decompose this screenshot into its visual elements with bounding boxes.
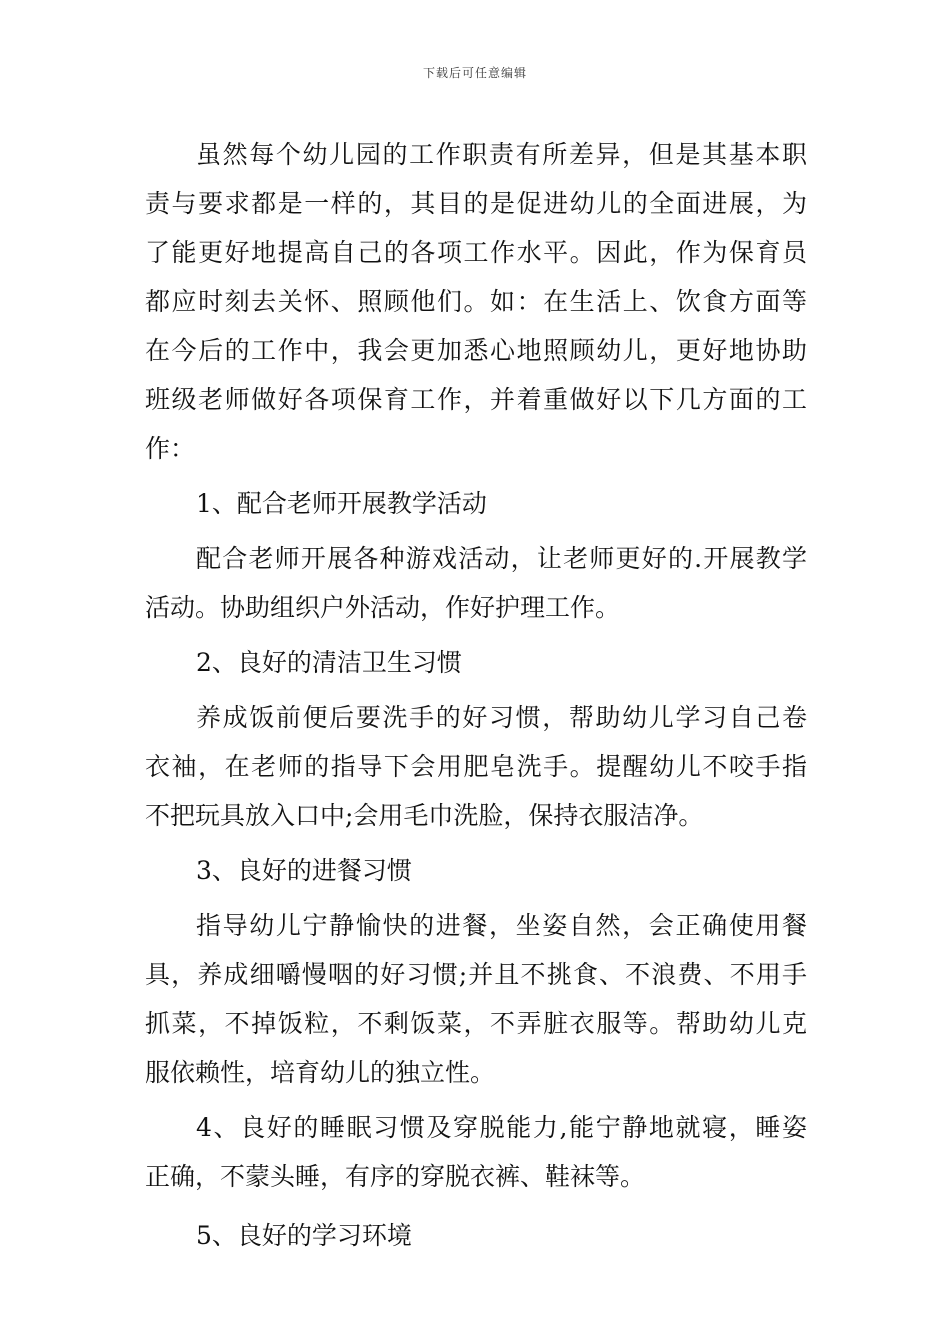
text-line: 在今后的工作中，我会更加悉心地照顾幼儿，更好地协助 — [145, 336, 807, 365]
text-line: 班级老师做好各项保育工作，并着重做好以下几方面的工 — [145, 385, 807, 414]
paragraph-intro — [145, 130, 807, 473]
text-line: 活动。协助组织户外活动，作好护理工作。 — [145, 593, 621, 622]
text-line: 不把玩具放入口中;会用毛巾洗脸，保持衣服洁净。 — [145, 801, 704, 830]
paragraph-dining — [145, 901, 807, 1097]
text-line: 具，养成细嚼慢咽的好习惯;并且不挑食、不浪费、不用手 — [145, 960, 807, 989]
text-line: 都应时刻去关怀、照顾他们。如：在生活上、饮食方面等 — [145, 287, 807, 316]
section-heading-2: 2、良好的清洁卫生习惯 — [196, 648, 462, 677]
text-line: 服依赖性，培育幼儿的独立性。 — [145, 1058, 496, 1087]
section-heading-1: 1、配合老师开展教学活动 — [196, 489, 487, 518]
section-heading-3: 3、良好的进餐习惯 — [196, 856, 412, 885]
text-line: 虽然每个幼儿园的工作职责有所差异，但是其基本职 — [196, 140, 807, 169]
text-line: 衣袖，在老师的指导下会用肥皂洗手。提醒幼儿不咬手指 — [145, 752, 807, 781]
paragraph-teaching — [145, 534, 807, 632]
document-body — [145, 130, 807, 1260]
text-line: 正确，不蒙头睡，有序的穿脱衣裤、鞋袜等。 — [145, 1162, 646, 1191]
paragraph-sleep — [145, 1103, 807, 1201]
text-line: 养成饭前便后要洗手的好习惯，帮助幼儿学习自己卷 — [196, 703, 807, 732]
text-line: 指导幼儿宁静愉快的进餐，坐姿自然，会正确使用餐 — [196, 911, 807, 940]
text-line: 4、良好的睡眠习惯及穿脱能力,能宁静地就寝，睡姿 — [196, 1113, 807, 1142]
text-line: 责与要求都是一样的，其目的是促进幼儿的全面进展，为 — [145, 189, 807, 218]
text-line: 配合老师开展各种游戏活动，让老师更好的.开展教学 — [196, 544, 807, 573]
page-header-note: 下载后可任意编辑 — [422, 66, 527, 80]
text-line: 了能更好地提高自己的各项工作水平。因此，作为保育员 — [145, 238, 807, 267]
text-line: 作： — [145, 434, 196, 463]
section-heading-5: 5、良好的学习环境 — [196, 1221, 412, 1250]
paragraph-hygiene — [145, 693, 807, 840]
text-line: 抓菜，不掉饭粒，不剩饭菜，不弄脏衣服等。帮助幼儿克 — [145, 1009, 807, 1038]
